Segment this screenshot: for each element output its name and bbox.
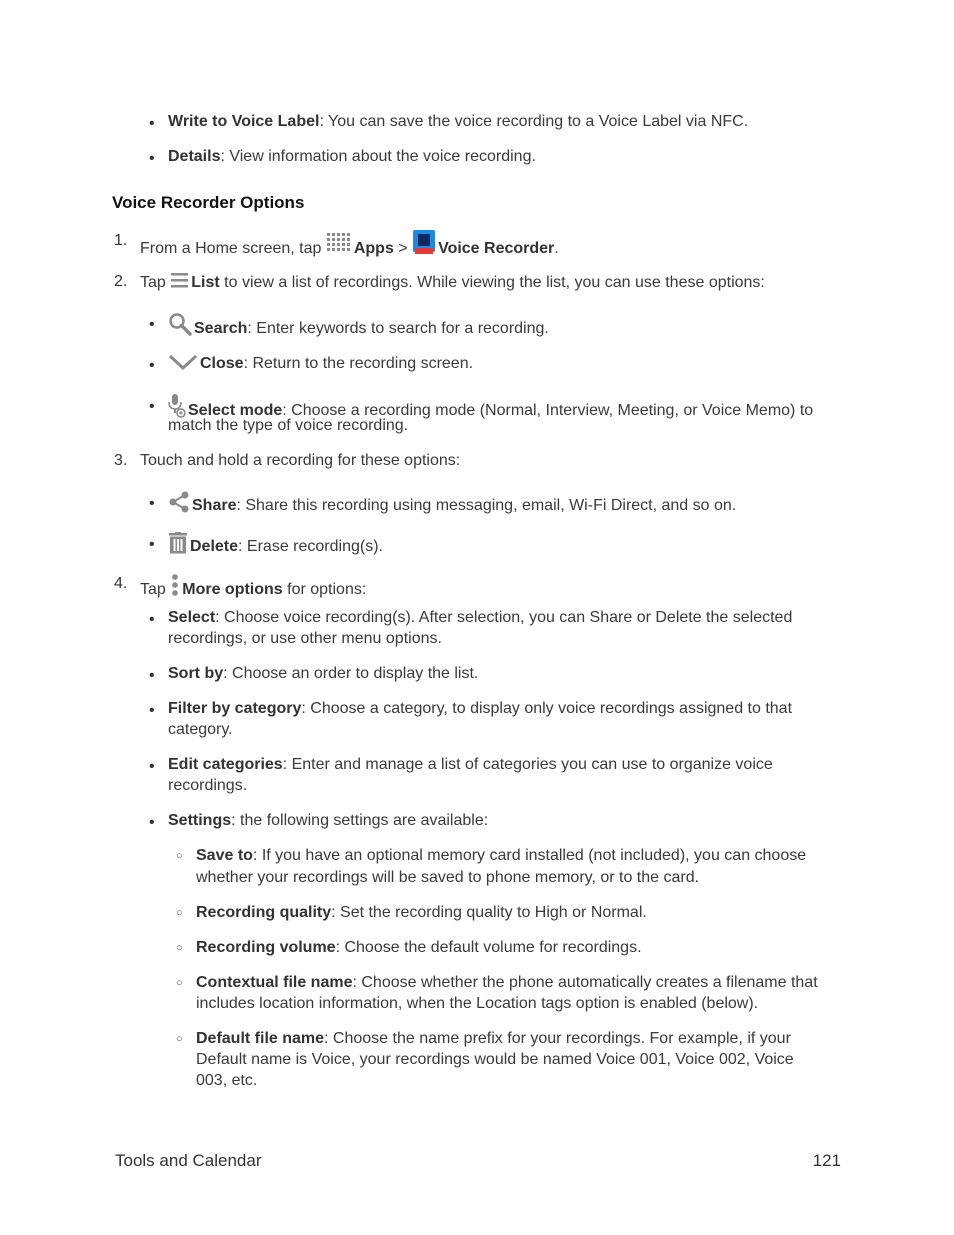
list-item: Select: Choose voice recording(s). After selection, you can Share or Delete the selected	[168, 609, 793, 626]
step-3-text: Touch and hold a recording for these options:	[140, 452, 461, 469]
bullet: •	[149, 398, 155, 415]
sub-list-item: Recording quality: Set the recording quality to High or Normal.	[196, 904, 647, 921]
list-item: Settings: the following settings are available:	[168, 812, 489, 829]
step-number: 4.	[114, 575, 128, 592]
step-number: 1.	[114, 232, 128, 249]
sub-list-item: Recording volume: Choose the default volume for recordings.	[196, 939, 642, 956]
bullet: •	[149, 115, 155, 132]
sub-bullet: ○	[176, 1033, 183, 1045]
step-4-text: Tap More options for options:	[140, 573, 366, 603]
step-1-text: From a Home screen, tap Apps > Voice Recorder.	[140, 230, 559, 262]
chevron-down-icon	[168, 353, 198, 377]
list-item: Delete: Erase recording(s).	[168, 532, 383, 560]
bullet: •	[149, 495, 155, 512]
share-icon	[168, 491, 190, 519]
page-number: 121	[812, 1151, 841, 1170]
list-item: Select mode: Choose a recording mode (Normal, Interview, Meeting, or Voice Memo) to	[168, 394, 813, 424]
list-item-continuation: category.	[168, 721, 233, 738]
sub-list-item: Default file name: Choose the name prefix for your recordings. For example, if your	[196, 1030, 791, 1047]
bullet: •	[149, 702, 155, 719]
bullet: •	[149, 667, 155, 684]
bullet: •	[149, 536, 155, 553]
bullet: •	[149, 150, 155, 167]
list-item: Edit categories: Enter and manage a list of categories you can use to organize voice	[168, 756, 773, 773]
list-item: Write to Voice Label: You can save the voice recording to a Voice Label via NFC.	[168, 113, 749, 130]
bullet: •	[149, 316, 155, 333]
list-item: Search: Enter keywords to search for a recording.	[168, 312, 549, 342]
step-number: 2.	[114, 273, 128, 290]
list-item-continuation: recordings, or use other menu options.	[168, 630, 442, 647]
list-item: Close: Return to the recording screen.	[168, 353, 473, 377]
sub-list-item-continuation: whether your recordings will be saved to phone memory, or to the card.	[196, 869, 700, 886]
sub-bullet: ○	[176, 907, 183, 919]
sub-bullet: ○	[176, 850, 183, 862]
list-item: Share: Share this recording using messaging, email, Wi-Fi Direct, and so on.	[168, 491, 736, 519]
sub-list-item: Contextual file name: Choose whether the phone automatically creates a filename that	[196, 974, 818, 991]
sub-list-item: Save to: If you have an optional memory card installed (not included), you can choose	[196, 847, 807, 864]
apps-grid-icon	[326, 232, 352, 262]
voice-recorder-app-icon	[412, 230, 436, 262]
list-item-continuation: match the type of voice recording.	[168, 417, 409, 434]
sub-list-item-continuation: includes location information, when the Location tags option is enabled (below).	[196, 995, 759, 1012]
bullet: •	[149, 611, 155, 628]
bullet: •	[149, 758, 155, 775]
list-item: Filter by category: Choose a category, to display only voice recordings assigned to that	[168, 700, 793, 717]
step-2-text: Tap List to view a list of recordings. While viewing the list, you can use these options:	[140, 271, 765, 296]
bullet: •	[149, 814, 155, 831]
sub-list-item-continuation: 003, etc.	[196, 1072, 258, 1089]
step-number: 3.	[114, 452, 128, 469]
search-icon	[168, 312, 192, 342]
section-heading: Voice Recorder Options	[112, 193, 305, 212]
list-item: Sort by: Choose an order to display the list.	[168, 665, 479, 682]
list-icon	[170, 271, 189, 296]
trash-icon	[168, 532, 188, 560]
list-item-continuation: recordings.	[168, 777, 248, 794]
sub-list-item-continuation: Default name is Voice, your recordings would be named Voice 001, Voice 002, Voice	[196, 1051, 794, 1068]
bullet: •	[149, 357, 155, 374]
sub-bullet: ○	[176, 942, 183, 954]
footer-section-title: Tools and Calendar	[115, 1151, 262, 1170]
list-item: Details: View information about the voice recording.	[168, 148, 536, 165]
more-options-icon	[170, 573, 180, 603]
sub-bullet: ○	[176, 977, 183, 989]
